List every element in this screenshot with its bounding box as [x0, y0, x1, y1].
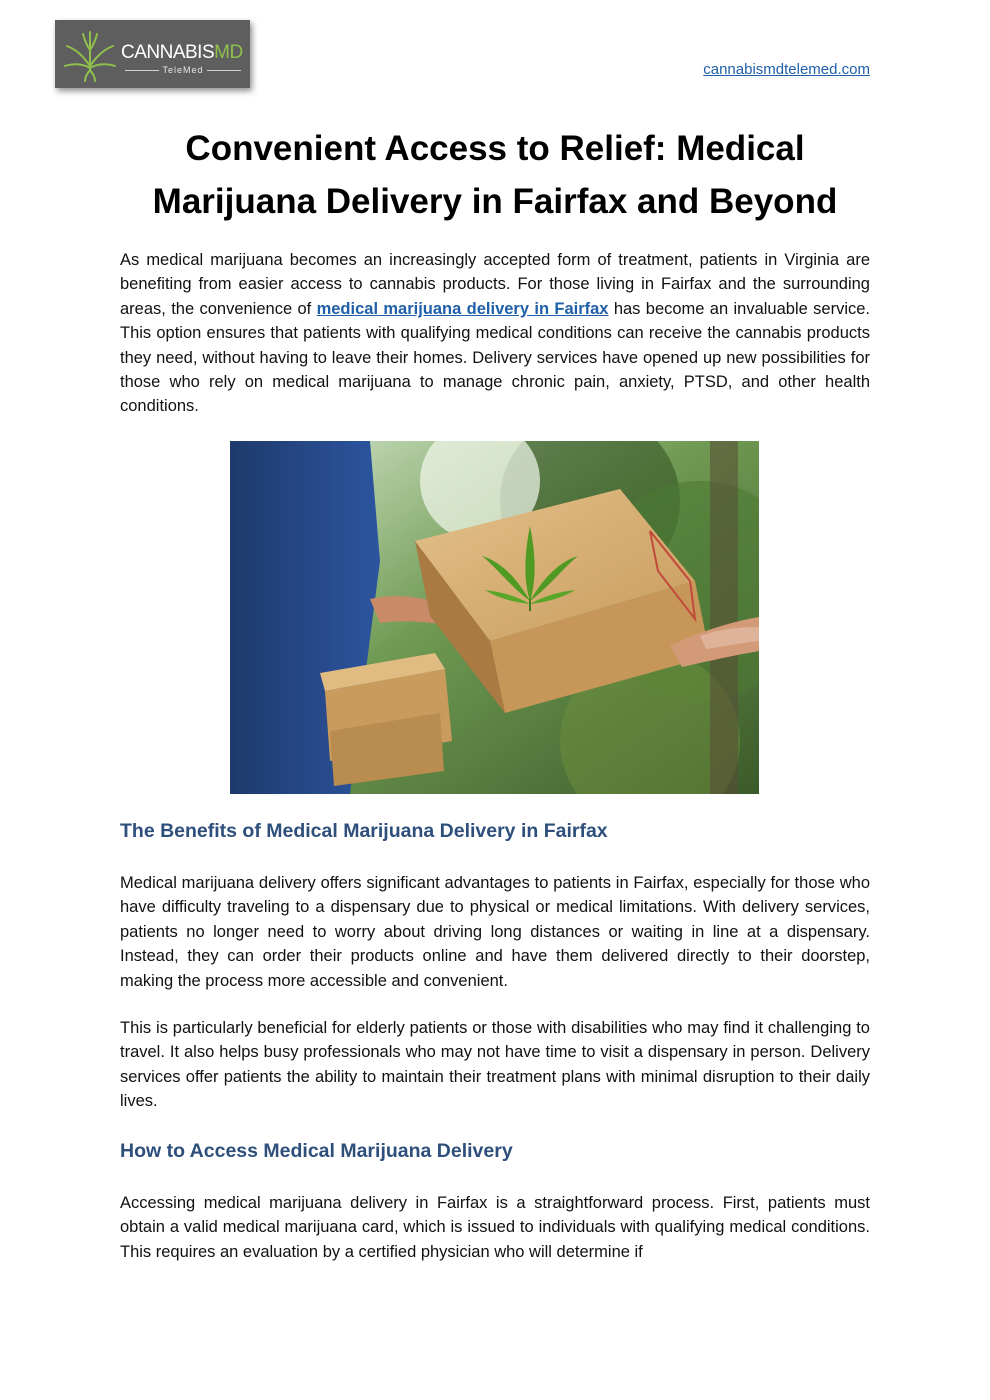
intro-paragraph [120, 248, 870, 419]
access-paragraph-1: Accessing medical marijuana delivery in Fairfax is a straightforward process. First, patients must obtain a valid medical marijuana card, which is issued to individuals with qualifying medical conditions. This requires an evaluation by a certified physician who will determine if [120, 1194, 870, 1261]
benefits-paragraph-1: Medical marijuana delivery offers significant advantages to patients in Fairfax, especially for those who have difficulty traveling to a dispensary due to physical or medical limitations. With delivery services, patients no longer need to worry about driving long distances or waiting in line at a dispensary. Instead, they can order their products online and have them delivered directly to their doorstep, making the process more accessible and convenient. [120, 874, 870, 990]
logo-wordmark [121, 43, 243, 63]
benefits-paragraph-2: This is particularly beneficial for elderly patients or those with disabilities who may find it challenging to travel. It also helps busy professionals who may not have time to visit a dispensary in person. Delivery services offer patients the ability to maintain their treatment plans with minimal disruption to their daily lives. [120, 1019, 870, 1111]
delivery-handoff-illustration [230, 441, 759, 794]
delivery-box-photo [230, 441, 759, 794]
intro-text-before-link: As medical marijuana becomes an increasingly accepted form of treatment, patients in Virginia are benefiting from easier access to cannabis products. For those living in Fairfax and the surrounding areas, the convenience of [120, 251, 870, 318]
cannabismd-logo[interactable] [55, 20, 250, 88]
cannabis-leaf-icon [59, 26, 121, 84]
site-url-link[interactable]: cannabismdtelemed.com [703, 61, 870, 78]
logo-name-accent: MD [214, 42, 243, 63]
logo-name-main: CANNABIS [121, 42, 215, 63]
delivery-fairfax-link[interactable]: medical marijuana delivery in Fairfax [316, 299, 609, 318]
section-heading-benefits: The Benefits of Medical Marijuana Delivery in Fairfax [120, 820, 608, 842]
intro-text-after-link: has become an invaluable service. This option ensures that patients with qualifying medical conditions can receive the cannabis products they need, without having to leave their homes. Delivery services have opened up new possibilities for those who rely on medical marijuana to manage chronic pain, anxiety, PTSD, and other health conditions. [120, 299, 870, 416]
logo-subtitle: TeleMed [125, 65, 241, 75]
article-title: Convenient Access to Relief: Medical Marijuana Delivery in Fairfax and Beyond [152, 129, 838, 221]
section-heading-access: How to Access Medical Marijuana Delivery [120, 1140, 513, 1162]
